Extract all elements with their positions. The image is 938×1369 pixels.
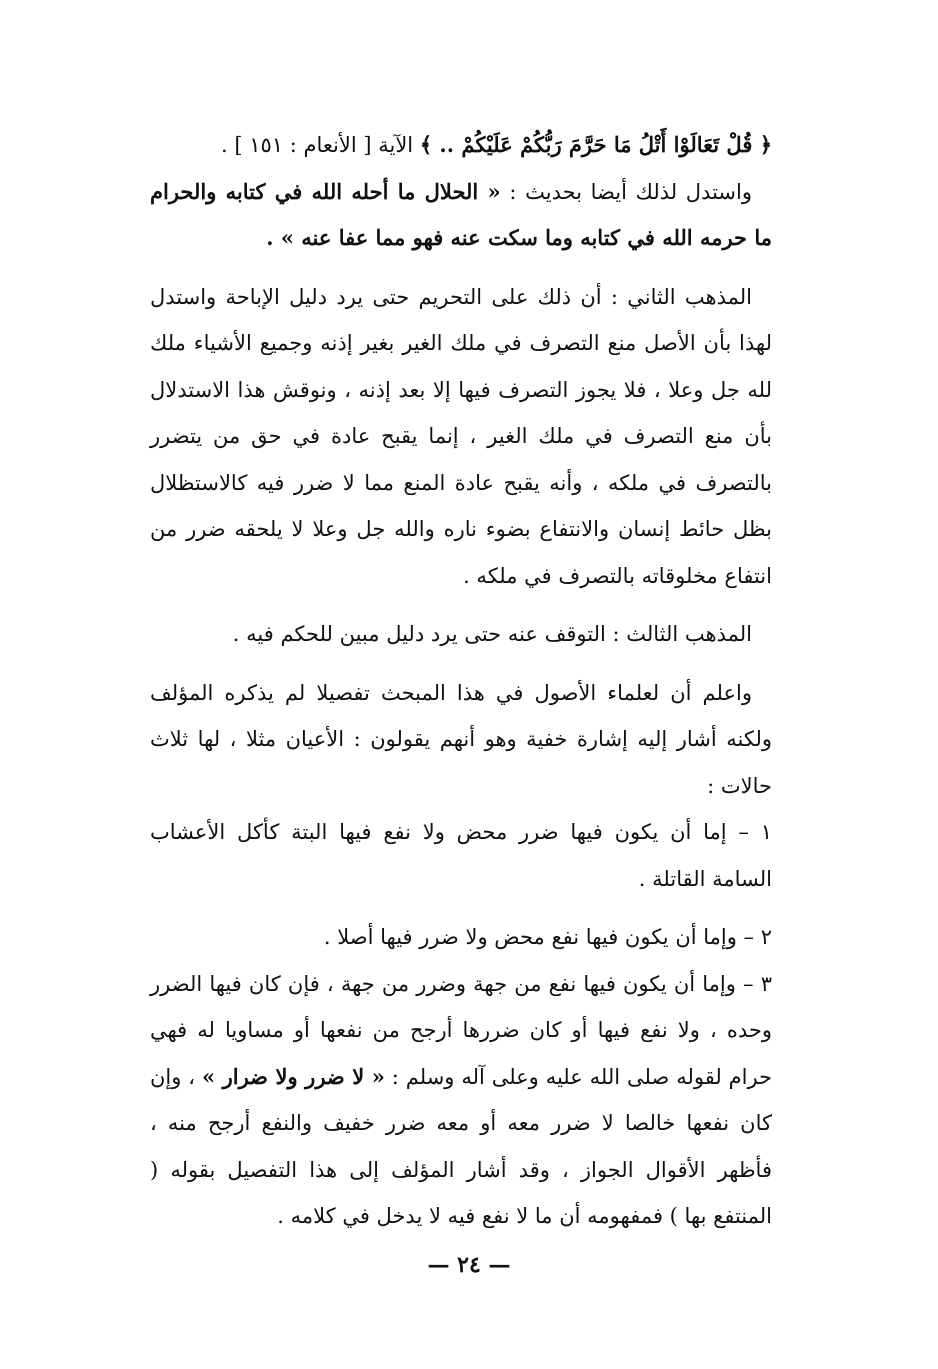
hadith-intro: واستدل لذلك أيضا بحديث : (500, 179, 752, 204)
third-opinion-paragraph: المذهب الثالث : التوقف عنه حتى يرد دليل مبين للحكم فيه . (232, 622, 752, 646)
page-number: — ٢٤ — (427, 1252, 511, 1278)
case-1-paragraph: ١ – إما أن يكون فيها ضرر محض ولا نفع فيها البتة كأكل الأعشاب السامة القاتلة . (150, 820, 772, 891)
case-3-paragraph (150, 961, 772, 1240)
case-3-part-1: ٣ – وإما أن يكون فيها نفع من جهة وضرر من جهة ، فإن كان فيها الضرر وحده ، ولا نفع فيها أو كان ضررها أرجح من نفعها أو مساويا له فهي حرام لقوله صلى الله عليه وعلى آله وسلم : (150, 971, 773, 1089)
hadith-paragraph (150, 169, 772, 262)
verse-reference: الآية [ الأنعام : ١٥١ ] . (221, 133, 420, 157)
scholars-note-paragraph: واعلم أن لعلماء الأصول في هذا المبحث تفصيلا لم يذكره المؤلف ولكنه أشار إليه إشارة خفية وهو أنهم يقولون : الأعيان مثلا ، لها ثلاث حالات : (150, 680, 772, 798)
document-body (150, 122, 772, 1240)
verse-paragraph (150, 122, 772, 169)
case-3-part-2: ، وإن كان نفعها خالصا لا ضرر معه أو معه ضرر خفيف والنفع أرجح منه ، فأظهر الأقوال الجواز ، وقد أشار المؤلف إلى هذا التفصيل بقوله ( المنتفع بها ) فمفهومه أن ما لا نفع فيه لا يدخل في كلامه . (150, 1064, 772, 1228)
second-opinion-paragraph: المذهب الثاني : أن ذلك على التحريم حتى يرد دليل الإباحة واستدل لهذا بأن الأصل منع التصرف في ملك الغير بغير إذنه وجميع الأشياء ملك لله جل وعلا ، فلا يجوز التصرف فيها إلا بعد إذنه ، ونوقش هذا الاستدلال بأن منع التصرف في ملك الغير ، إنما يقبح عادة في حق من يتضرر بالتصرف في ملكه ، وأنه يقبح عادة المنع مما لا ضرر فيه كالاستظلال بظل حائط إنسان والانتفاع بضوء ناره والله جل وعلا لا يلحقه ضرر من انتفاع مخلوقاته بالتصرف في ملكه . (150, 284, 772, 588)
case-3-hadith: « لا ضرر ولا ضرار » (201, 1063, 385, 1089)
case-2-paragraph: ٢ – وإما أن يكون فيها نفع محض ولا ضرر فيها أصلا . (323, 925, 772, 949)
hadith-text: « الحلال ما أحله الله في كتابه والحرام ما حرمه الله في كتابه وما سكت عنه فهو مما عفا عنه » . (150, 178, 772, 250)
quran-verse: ﴿ قُلْ تَعَالَوْا أَتْلُ مَا حَرَّمَ رَبُّكُمْ عَلَيْكُمْ .. ﴾ (419, 132, 772, 157)
